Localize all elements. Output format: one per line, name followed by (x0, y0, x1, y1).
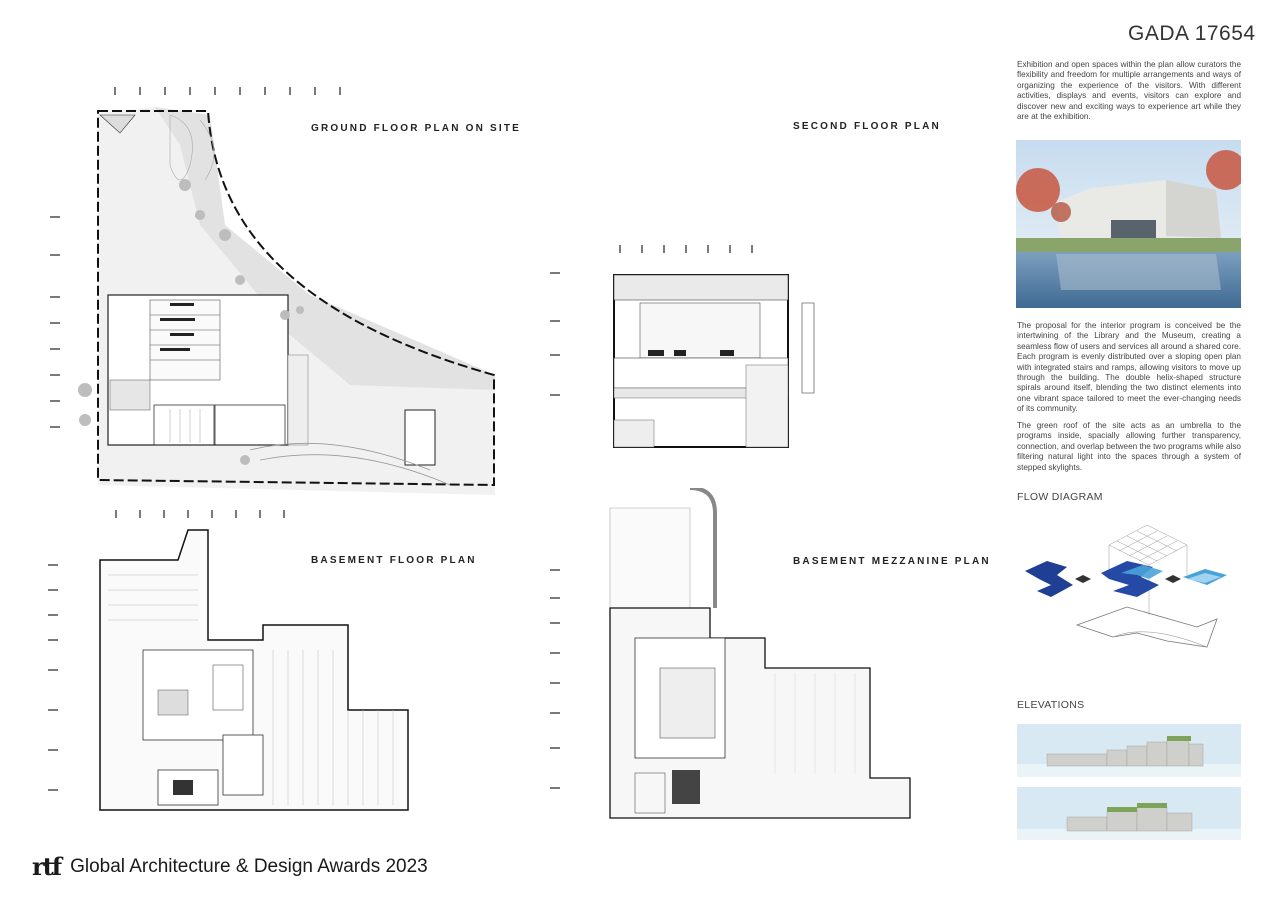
proposal-paragraph-2: The green roof of the site acts as an umbrella to the programs inside, spacially allowing further transparency, connection, and overlap between the two programs while also filtering natural light into the spaces through a system of stepped skylights. (1017, 421, 1241, 472)
second-floor-plan-title: SECOND FLOOR PLAN (793, 121, 941, 132)
proposal-paragraph-1: The proposal for the interior program is conceived be the intertwining of the Library and the Museum, creating a seamless flow of users and services all around a shared core. Each program is evenly distributed over a sloping open plan with integrated stairs and ramps, allowing visitors to move up through the building. The double helix-shaped structure spirals around itself, blending the two distinct elements into one vibrant space tailored to meet the ever-changing needs of its community. (1017, 321, 1241, 414)
flow-diagram-heading: FLOW DIAGRAM (1017, 491, 1103, 503)
elevation-image-2 (1017, 787, 1241, 840)
basement-mezzanine-plan-drawing (550, 488, 940, 820)
basement-mezzanine-plan-title: BASEMENT MEZZANINE PLAN (793, 556, 991, 567)
elevation-image-1 (1017, 724, 1241, 777)
elevations-heading: ELEVATIONS (1017, 699, 1085, 711)
ground-floor-plan-drawing (50, 85, 510, 500)
ground-floor-plan-title: GROUND FLOOR PLAN ON SITE (311, 123, 521, 134)
second-floor-plan-drawing (550, 245, 830, 455)
award-title: Global Architecture & Design Awards 2023 (70, 855, 428, 877)
rtf-logo: rtf (32, 852, 61, 881)
museum-render-image (1016, 140, 1241, 308)
basement-floor-plan-title: BASEMENT FLOOR PLAN (311, 555, 477, 566)
flow-diagram (1017, 515, 1243, 665)
basement-floor-plan-drawing (48, 510, 438, 820)
intro-paragraph: Exhibition and open spaces within the plan allow curators the flexibility and freedom for multiple arrangements and ways of organizing the experience of the visitors. With different activities, displays and events, visitors can explore and discover new and exciting ways to experience art while they are at the exhibition. (1017, 60, 1241, 122)
footer (32, 852, 428, 881)
project-code: GADA 17654 (1128, 22, 1256, 45)
